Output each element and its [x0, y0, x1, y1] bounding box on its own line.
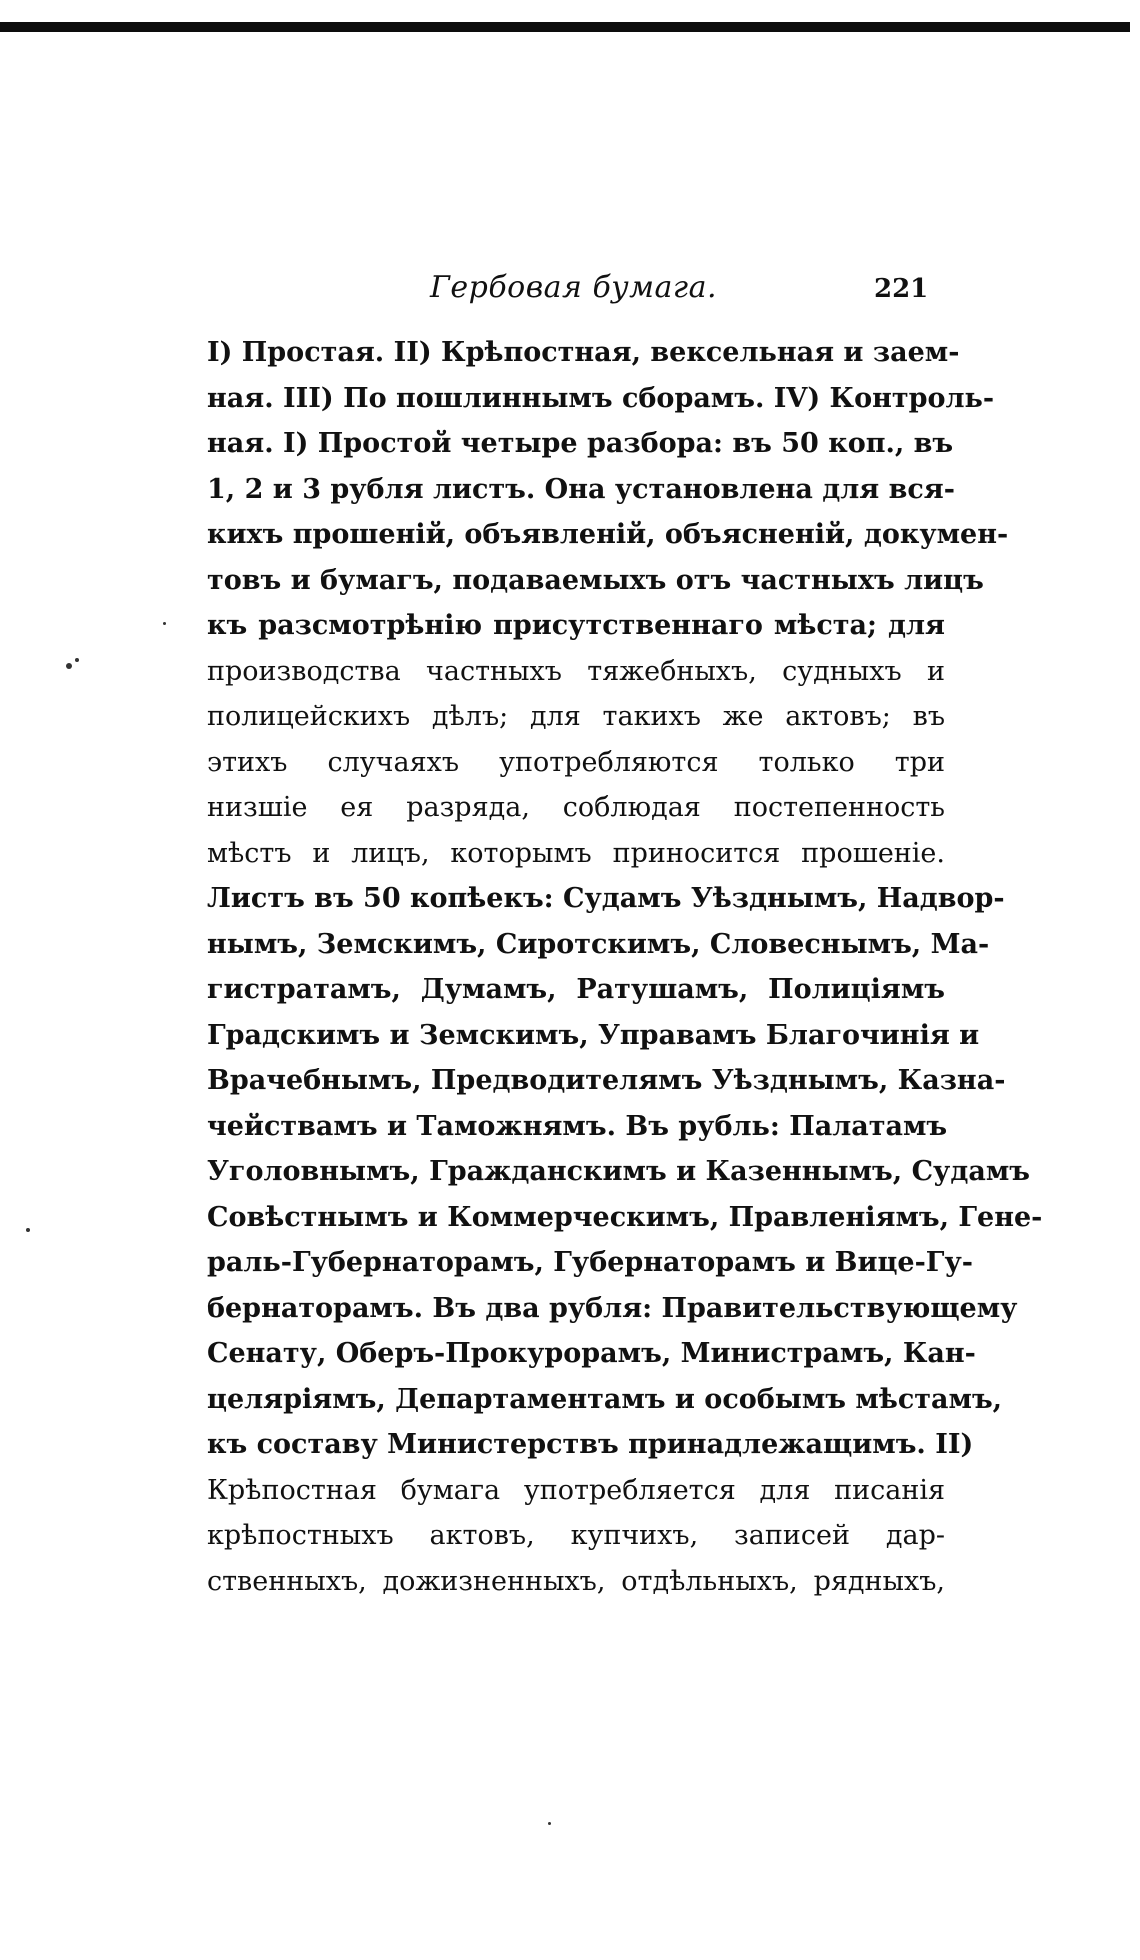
- print-speck: [163, 622, 166, 625]
- text-line: гистратамъ, Думамъ, Ратушамъ, Полиціямъ: [207, 974, 945, 1005]
- text-line: этихъ случаяхъ употребляются только три: [207, 746, 945, 778]
- text-line: раль-Губернаторамъ, Губернаторамъ и Вице-Гу-: [207, 1247, 973, 1278]
- page-number: 221: [874, 274, 929, 304]
- text-line: чействамъ и Таможнямъ. Въ рубль: Палатамъ: [207, 1110, 948, 1142]
- text-line: нымъ, Земскимъ, Сиротскимъ, Словеснымъ, Ма-: [207, 928, 990, 960]
- running-head: Гербовая бумага.: [430, 270, 717, 305]
- text-line: кихъ прошеній, объявленій, объясненій, докумен-: [207, 519, 1009, 550]
- text-line: Уголовнымъ, Гражданскимъ и Казеннымъ, Судамъ: [207, 1156, 1030, 1187]
- page-body: [207, 330, 1043, 1604]
- text-line: бернаторамъ. Въ два рубля: Правительствующему: [207, 1292, 1018, 1324]
- print-speck: [26, 1228, 30, 1232]
- text-line: I) Простая. II) Крѣпостная, вексельная и заем-: [207, 337, 960, 368]
- print-speck: [66, 663, 72, 669]
- text-line: низшіе ея разряда, соблюдая постепенность: [207, 792, 945, 823]
- text-line: Листъ въ 50 копѣекъ: Судамъ Уѣзднымъ, Надвор-: [207, 883, 1005, 914]
- text-line: къ разсмотрѣнію присутственнаго мѣста; для: [207, 610, 945, 641]
- text-line: Врачебнымъ, Предводителямъ Уѣзднымъ, Казна-: [207, 1065, 1006, 1096]
- text-line: Совѣстнымъ и Коммерческимъ, Правленіямъ, Гене-: [207, 1201, 1043, 1233]
- text-line: къ составу Министерствъ принадлежащимъ. II): [207, 1429, 974, 1460]
- text-line: ная. I) Простой четыре разбора: въ 50 коп., въ: [207, 428, 954, 459]
- text-line: Сенату, Оберъ-Прокурорамъ, Министрамъ, Кан-: [207, 1338, 976, 1369]
- text-line: мѣстъ и лицъ, которымъ приносится прошеніе.: [207, 837, 945, 869]
- text-line: целяріямъ, Департаментамъ и особымъ мѣстамъ,: [207, 1383, 1003, 1415]
- text-line: ственныхъ, дожизненныхъ, отдѣльныхъ, рядныхъ,: [207, 1565, 945, 1597]
- text-line: полицейскихъ дѣлъ; для такихъ же актовъ; въ: [207, 701, 945, 732]
- text-line: Крѣпостная бумага употребляется для писанія: [207, 1474, 945, 1506]
- text-line: Градскимъ и Земскимъ, Управамъ Благочинія и: [207, 1019, 980, 1051]
- text-line: ная. III) По пошлиннымъ сборамъ. IV) Контроль-: [207, 382, 995, 414]
- text-line: крѣпостныхъ актовъ, купчихъ, записей дар-: [207, 1520, 945, 1551]
- text-line: производства частныхъ тяжебныхъ, судныхъ и: [207, 655, 945, 687]
- print-speck: [548, 1822, 551, 1825]
- text-line: 1, 2 и 3 рубля листъ. Она установлена для вся-: [207, 473, 955, 505]
- print-speck: [75, 658, 79, 662]
- text-line: товъ и бумагъ, подаваемыхъ отъ частныхъ лицъ: [207, 564, 984, 596]
- top-rule: [0, 22, 1130, 32]
